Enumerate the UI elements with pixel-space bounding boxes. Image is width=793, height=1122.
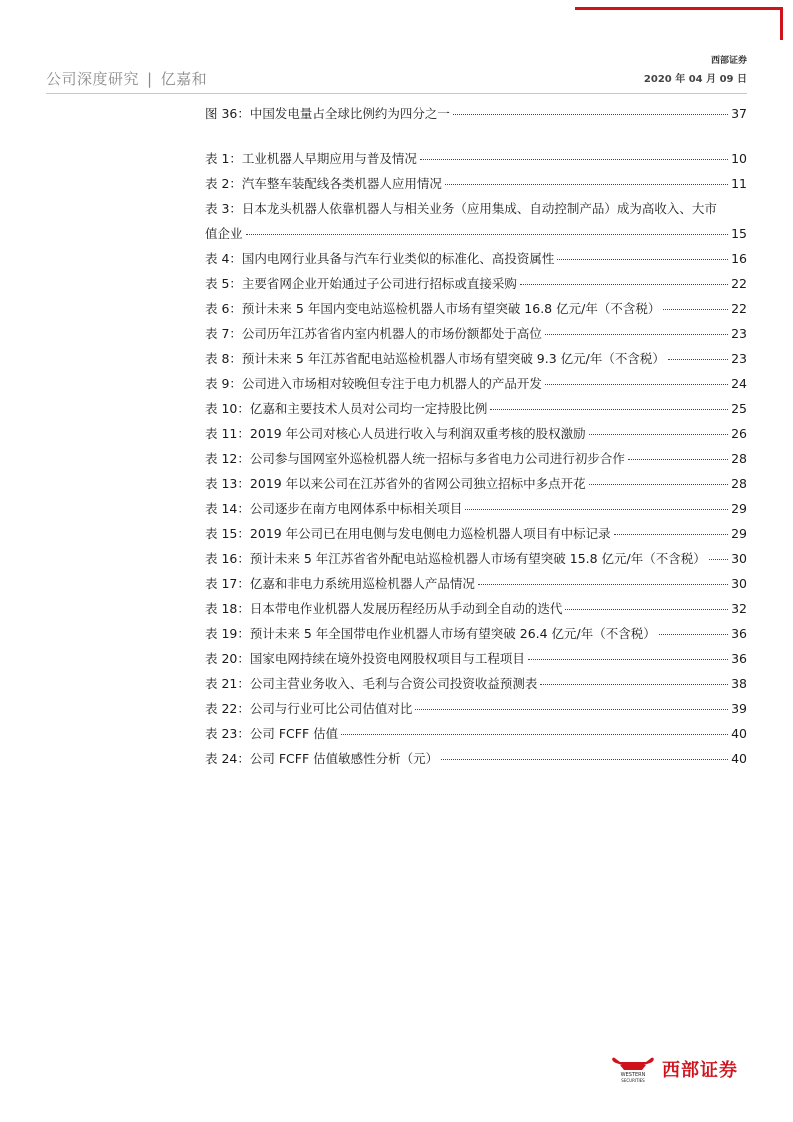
header-separator: | [147,70,153,88]
toc-entry-title: 表 20：国家电网持续在境外投资电网股权项目与工程项目 [205,651,525,666]
toc-leader [614,533,728,535]
toc-entry-title: 图 36：中国发电量占全球比例约为四分之一 [205,106,450,121]
toc-entry-title: 表 7：公司历年江苏省省内室内机器人的市场份额都处于高位 [205,326,542,341]
toc-entry[interactable] [205,247,747,272]
toc-leader [341,733,728,735]
toc-entry-page: 28 [731,476,747,491]
toc-entry[interactable] [205,547,747,572]
toc-leader [445,183,728,185]
toc-entry-title: 表 23：公司 FCFF 估值 [205,726,339,741]
toc-entry-title: 表 8：预计未来 5 年江苏省配电站巡检机器人市场有望突破 9.3 亿元/年（不含税） [205,351,665,366]
toc-entry-page: 39 [731,701,747,716]
toc-entry[interactable] [205,522,747,547]
toc-entry-title: 表 9：公司进入市场相对较晚但专注于电力机器人的产品开发 [205,376,542,391]
report-type: 公司深度研究 [46,70,140,88]
toc-entry[interactable] [205,147,747,172]
header-brand: 西部证券 [710,56,747,66]
toc-entry-page: 22 [731,276,747,291]
toc-entry-title: 表 13：2019 年以来公司在江苏省外的省网公司独立招标中多点开花 [205,476,586,491]
toc-leader [659,633,728,635]
toc-entry-page: 23 [731,351,747,366]
toc-entry[interactable] [205,497,747,522]
toc-entry-page: 10 [731,151,747,166]
toc-entry-title: 表 14：公司逐步在南方电网体系中标相关项目 [205,501,463,516]
logo-en-bottom: SECURITIES [621,1078,645,1083]
toc-entry-title: 表 6：预计未来 5 年国内变电站巡检机器人市场有望突破 16.8 亿元/年（不含税） [205,301,661,316]
toc-leader [589,433,728,435]
toc-entry-title: 表 1：工业机器人早期应用与普及情况 [205,151,417,166]
toc-entry[interactable] [205,672,747,697]
toc-leader [441,758,728,760]
logo-en-top: WESTERN [620,1072,646,1078]
toc-entry[interactable] [205,197,747,247]
toc-entry-page: 29 [731,526,747,541]
toc-entry-title: 表 18：日本带电作业机器人发展历程经历从手动到全自动的迭代 [205,601,563,616]
toc-entry-page: 22 [731,301,747,316]
toc-entry-page: 36 [731,626,747,641]
toc-leader [453,113,728,115]
toc-entry-page: 30 [731,551,747,566]
header-divider [46,93,747,94]
toc-leader [709,558,728,560]
toc-leader [540,683,728,685]
toc-entry[interactable] [205,722,747,747]
top-accent-line [575,7,783,10]
toc-entry[interactable] [205,747,747,772]
bull-logo-icon [608,1053,658,1083]
company-name: 亿嘉和 [160,70,208,88]
toc-entry-title-continued: 值企业 [205,225,243,241]
toc-entry-page: 29 [731,501,747,516]
toc-leader [557,258,728,260]
toc-leader [628,458,728,460]
toc-entry-title: 表 16：预计未来 5 年江苏省省外配电站巡检机器人市场有望突破 15.8 亿元/年（不含税） [205,551,706,566]
toc-leader [246,233,729,235]
toc-entry-title: 表 11：2019 年公司对核心人员进行收入与利润双重考核的股权激励 [205,426,586,441]
toc-leader [415,708,728,710]
toc-entry-page: 30 [731,576,747,591]
toc-leader [589,483,728,485]
toc-entry-page: 23 [731,326,747,341]
toc-entry-page: 36 [731,651,747,666]
toc-entry-title: 表 4：国内电网行业具备与汽车行业类似的标准化、高投资属性 [205,251,555,266]
toc-entry-title: 表 5：主要省网企业开始通过子公司进行招标或直接采购 [205,276,517,291]
toc-entry[interactable] [205,102,747,127]
toc-entry[interactable] [205,322,747,347]
toc-leader [465,508,728,510]
toc-leader [668,358,728,360]
toc-entry-page: 37 [731,106,747,121]
toc-leader [490,408,728,410]
toc-entry-page: 32 [731,601,747,616]
toc-entry-page: 40 [731,751,747,766]
report-date: 2020 年 04 月 09 日 [643,74,747,85]
toc-entry-page: 40 [731,726,747,741]
toc-entry[interactable] [205,447,747,472]
toc-entry-title: 表 2：汽车整车装配线各类机器人应用情况 [205,176,442,191]
toc-entry-title: 表 19：预计未来 5 年全国带电作业机器人市场有望突破 26.4 亿元/年（不含税） [205,626,656,641]
toc-entry-title: 表 24：公司 FCFF 估值敏感性分析（元） [205,751,439,766]
toc-entry-page: 28 [731,451,747,466]
toc-entry[interactable] [205,597,747,622]
toc-entry-page: 11 [731,176,747,191]
toc-leader [520,283,728,285]
toc-entry[interactable] [205,397,747,422]
toc-leader [545,333,728,335]
toc-entry[interactable] [205,472,747,497]
toc-leader [545,383,728,385]
toc-entry-title: 表 22：公司与行业可比公司估值对比 [205,701,413,716]
toc-entry-page: 15 [731,225,747,241]
toc-entry-page: 25 [731,401,747,416]
toc-entry[interactable] [205,647,747,672]
toc-entry[interactable] [205,697,747,722]
toc-leader [478,583,728,585]
toc-entry-title: 表 15：2019 年公司已在用电侧与发电侧电力巡检机器人项目有中标记录 [205,526,611,541]
toc-entry-page: 38 [731,676,747,691]
toc-entry[interactable] [205,347,747,372]
toc-entry-title: 表 12：公司参与国网室外巡检机器人统一招标与多省电力公司进行初步合作 [205,451,625,466]
toc-entry-page: 16 [731,251,747,266]
toc-leader [663,308,728,310]
footer-logo [608,1053,748,1083]
header-title [46,68,207,89]
toc-entry-page: 24 [731,376,747,391]
toc-entry[interactable] [205,172,747,197]
toc-leader [420,158,728,160]
toc-entry-page: 26 [731,426,747,441]
toc-entry[interactable] [205,297,747,322]
toc-entry-title: 表 21：公司主营业务收入、毛利与合资公司投资收益预测表 [205,676,538,691]
toc-entry[interactable] [205,272,747,297]
toc-entry[interactable] [205,372,747,397]
toc-leader [565,608,728,610]
toc-entry-title: 表 10：亿嘉和主要技术人员对公司均一定持股比例 [205,401,488,416]
toc-entry-title: 表 17：亿嘉和非电力系统用巡检机器人产品情况 [205,576,475,591]
toc-entry[interactable] [205,622,747,647]
footer-logo-text: 西部证券 [662,1060,738,1081]
toc-entry[interactable] [205,422,747,447]
top-accent-tick [780,7,783,40]
toc-entry-title: 表 3：日本龙头机器人依靠机器人与相关业务（应用集成、自动控制产品）成为高收入、大市 [205,201,717,216]
toc-entry[interactable] [205,572,747,597]
toc-leader [528,658,728,660]
